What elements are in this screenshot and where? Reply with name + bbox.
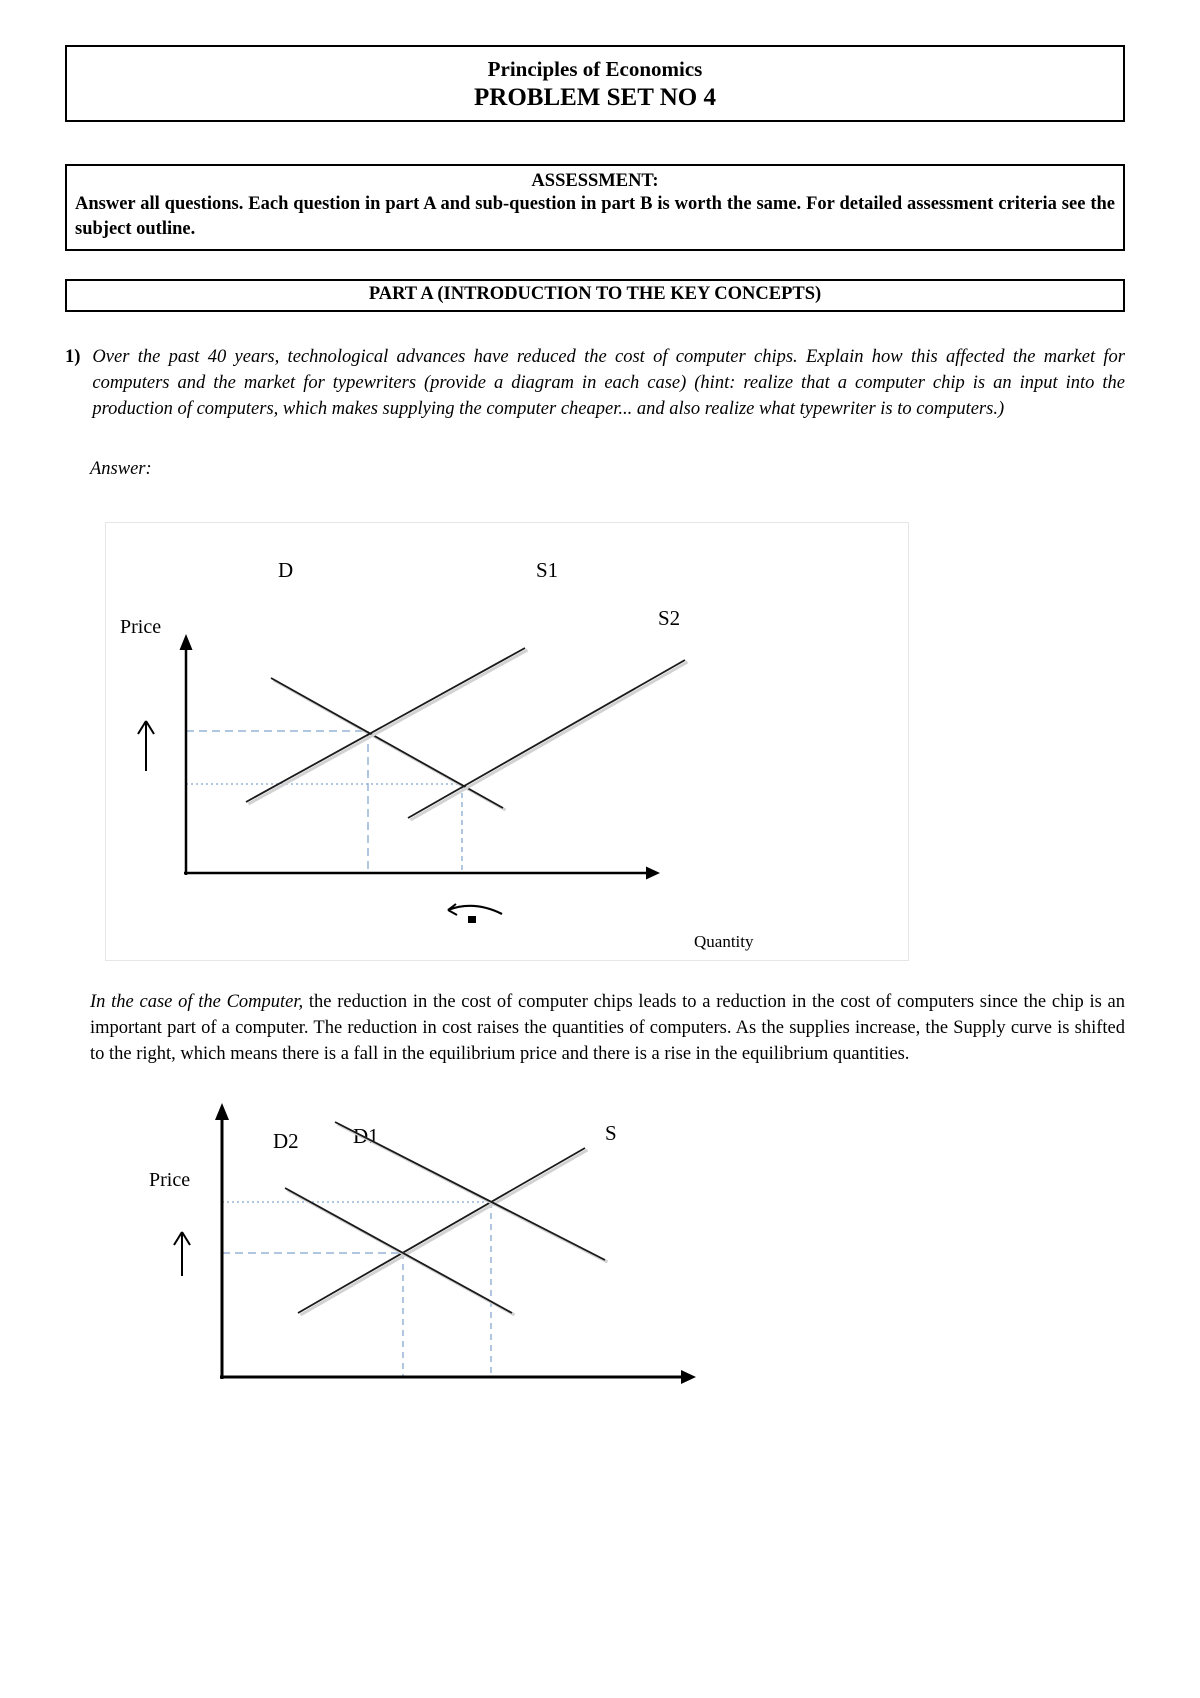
curve-label-d1: D1 [353, 1123, 379, 1148]
equilibrium-guides-s2 [186, 784, 462, 873]
question-text: Over the past 40 years, technological advances have reduced the cost of computer chips. Explain how this affected the market for computers and the market for typewriters (provide a diagram in each case) (hint: realize that a computer chip is an input into the production of computers, which makes supplying the computer cheaper... and also realize what typewriter is to computers.) [92, 346, 1125, 420]
answer-label: Answer: [90, 458, 152, 479]
curve-label-d: D [278, 557, 294, 582]
quantity-axis-label: Quantity [694, 931, 754, 951]
part-a-heading: PART A (INTRODUCTION TO THE KEY CONCEPTS) [368, 283, 822, 304]
y-axis-2 [215, 1103, 229, 1379]
doc-subtitle: PROBLEM SET NO 4 [474, 84, 716, 111]
up-arrow-icon-2 [174, 1232, 190, 1276]
supply-curve-s1 [246, 648, 528, 804]
curve-label-s: S [605, 1120, 617, 1145]
assessment-body: Answer all questions. Each question in part A and sub-question in part B is worth the same. For detailed assessment criteria see the subject outline. [75, 194, 1115, 239]
curve-label-s1: S1 [536, 557, 559, 582]
assessment-heading: ASSESSMENT: [531, 171, 659, 191]
curve-label-s2: S2 [658, 605, 681, 630]
supply-demand-diagram-2 [105, 1100, 905, 1396]
explanation-body: the reduction in the cost of computer chips leads to a reduction in the cost of computers since the chip is an important part of a computer. The reduction in cost raises the quantities of computers. As the supplies increase, the Supply curve is shifted to the right, which means there is a fall in the equilibrium price and there is a rise in the equilibrium quantities. [90, 991, 1125, 1065]
question-number: 1) [65, 346, 81, 367]
supply-curve-2 [298, 1148, 588, 1315]
assessment-box [65, 164, 1125, 251]
x-axis-2 [220, 1370, 696, 1384]
price-axis-label-1: Price [120, 615, 162, 638]
demand-curve-1 [271, 678, 506, 810]
doc-title: Principles of Economics [487, 57, 703, 81]
curve-label-d2: D2 [273, 1128, 299, 1153]
x-axis-1 [184, 866, 660, 879]
demand-curve-d2 [285, 1188, 515, 1315]
diagram-1-container [105, 522, 909, 961]
supply-curve-s2 [408, 660, 688, 820]
y-axis-1 [180, 634, 193, 875]
demand-curve-d1 [335, 1122, 608, 1262]
curved-arrow-annotation-icon [448, 904, 502, 923]
diagram-2-container [105, 1100, 907, 1396]
explanation-paragraph [90, 989, 1125, 1068]
price-axis-label-2: Price [149, 1168, 191, 1191]
part-a-box [65, 279, 1125, 312]
supply-demand-diagram-1 [106, 523, 906, 958]
question-1 [65, 344, 1125, 423]
up-arrow-icon [138, 721, 154, 771]
explanation-lead: In the case of the Computer, [90, 991, 304, 1012]
title-box [65, 45, 1125, 122]
